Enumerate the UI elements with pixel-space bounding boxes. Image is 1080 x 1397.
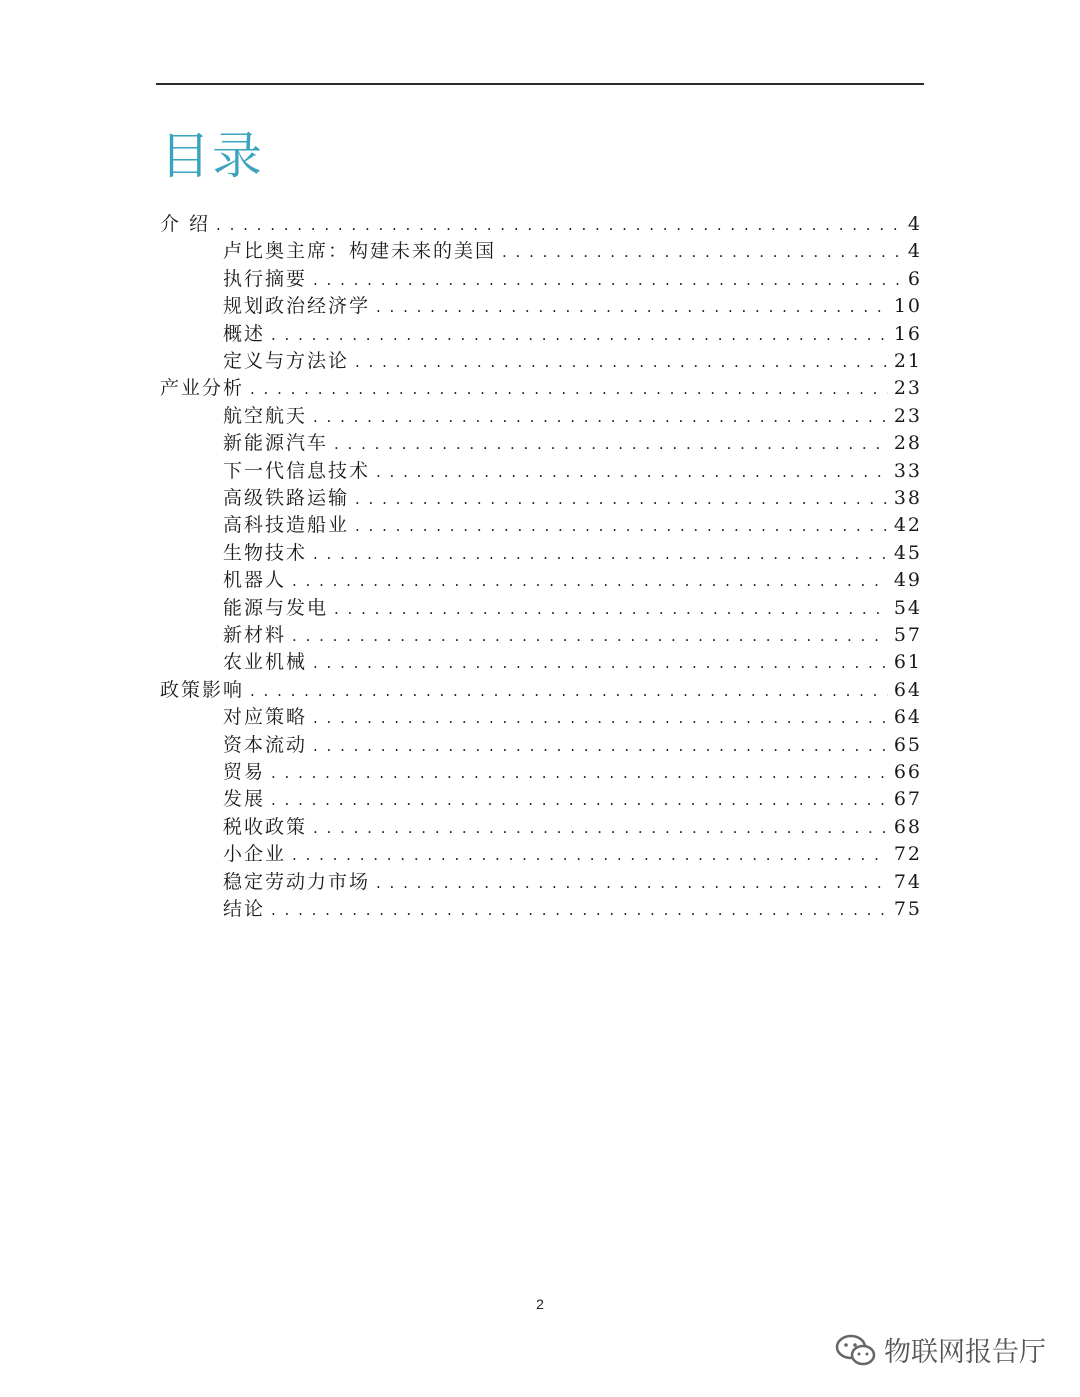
- toc-dot-leader: [313, 733, 888, 759]
- toc-dot-leader: [313, 705, 888, 731]
- toc-entry-label: 航空航天: [223, 403, 313, 430]
- toc-entry-page: 28: [888, 430, 922, 457]
- toc-entry[interactable]: [223, 595, 922, 622]
- toc-entry-label: 税收政策: [223, 814, 313, 841]
- toc-dot-leader: [313, 650, 888, 676]
- toc-entry-page: 4: [902, 238, 922, 265]
- toc-entry-label: 对应策略: [223, 704, 313, 731]
- toc-entry-label: 小企业: [223, 841, 292, 868]
- toc-dot-leader: [313, 267, 902, 293]
- toc-dot-leader: [271, 760, 888, 786]
- toc-entry-page: 65: [888, 732, 922, 759]
- toc-entry-page: 64: [888, 677, 922, 704]
- toc-entry[interactable]: [223, 403, 922, 430]
- toc-entry-page: 23: [888, 403, 922, 430]
- toc-entry-label: 定义与方法论: [223, 348, 355, 375]
- toc-entry[interactable]: [160, 375, 922, 402]
- toc-dot-leader: [376, 459, 888, 485]
- page-title: 目录: [160, 127, 264, 185]
- toc-dot-leader: [334, 596, 888, 622]
- toc-entry-page: 4: [902, 211, 922, 238]
- toc-entry[interactable]: [223, 567, 922, 594]
- toc-entry[interactable]: [223, 759, 922, 786]
- toc-entry-label: 概述: [223, 321, 271, 348]
- toc-entry-label: 结论: [223, 896, 271, 923]
- toc-entry-page: 38: [888, 485, 922, 512]
- toc-entry-page: 6: [902, 266, 922, 293]
- toc-dot-leader: [355, 486, 888, 512]
- toc-entry-label: 高科技造船业: [223, 512, 355, 539]
- toc-dot-leader: [313, 815, 888, 841]
- toc-entry-page: 75: [888, 896, 922, 923]
- toc-entry[interactable]: [223, 430, 922, 457]
- toc-entry[interactable]: [223, 512, 922, 539]
- toc-entry[interactable]: [223, 485, 922, 512]
- toc-dot-leader: [313, 404, 888, 430]
- toc-dot-leader: [292, 623, 888, 649]
- toc-dot-leader: [250, 376, 888, 402]
- toc-entry[interactable]: [223, 786, 922, 813]
- toc-entry[interactable]: [223, 704, 922, 731]
- toc-entry-page: 68: [888, 814, 922, 841]
- toc-dot-leader: [313, 541, 888, 567]
- toc-entry-page: 67: [888, 786, 922, 813]
- toc-entry[interactable]: [223, 293, 922, 320]
- toc-dot-leader: [250, 678, 888, 704]
- toc-entry-label: 卢比奥主席：构建未来的美国: [223, 238, 502, 265]
- toc-entry-label: 政策影响: [160, 677, 250, 704]
- toc-entry[interactable]: [223, 869, 922, 896]
- toc-dot-leader: [376, 294, 888, 320]
- toc-entry[interactable]: [223, 622, 922, 649]
- toc-dot-leader: [271, 787, 888, 813]
- toc-entry-page: 49: [888, 567, 922, 594]
- toc-entry-label: 资本流动: [223, 732, 313, 759]
- toc-dot-leader: [376, 870, 888, 896]
- toc-entry[interactable]: [223, 348, 922, 375]
- toc-entry-page: 72: [888, 841, 922, 868]
- toc-entry[interactable]: [223, 896, 922, 923]
- toc-dot-leader: [292, 568, 888, 594]
- toc-dot-leader: [334, 431, 888, 457]
- toc-entry-label: 稳定劳动力市场: [223, 869, 376, 896]
- toc-entry[interactable]: [223, 732, 922, 759]
- toc-entry-page: 61: [888, 649, 922, 676]
- toc-entry-page: 21: [888, 348, 922, 375]
- toc-entry-page: 64: [888, 704, 922, 731]
- toc-dot-leader: [216, 212, 902, 238]
- toc-entry[interactable]: [223, 841, 922, 868]
- toc-entry-label: 执行摘要: [223, 266, 313, 293]
- toc-entry-label: 贸易: [223, 759, 271, 786]
- toc-entry[interactable]: [223, 540, 922, 567]
- toc-entry-page: 10: [888, 293, 922, 320]
- toc-dot-leader: [271, 897, 888, 923]
- toc-entry[interactable]: [223, 238, 922, 265]
- toc-dot-leader: [292, 842, 888, 868]
- toc-entry-page: 16: [888, 321, 922, 348]
- toc-entry-page: 45: [888, 540, 922, 567]
- toc-entry-label: 新能源汽车: [223, 430, 334, 457]
- toc-entry[interactable]: [160, 677, 922, 704]
- toc-entry-page: 54: [888, 595, 922, 622]
- toc-entry-label: 农业机械: [223, 649, 313, 676]
- toc-dot-leader: [502, 239, 902, 265]
- toc-entry[interactable]: [223, 458, 922, 485]
- toc-entry[interactable]: [223, 266, 922, 293]
- toc-entry-page: 74: [888, 869, 922, 896]
- toc-entry[interactable]: [223, 814, 922, 841]
- wechat-icon: [834, 1332, 878, 1368]
- page-number: 2: [536, 1296, 544, 1312]
- toc-entry-label: 规划政治经济学: [223, 293, 376, 320]
- toc-dot-leader: [355, 513, 888, 539]
- header-rule: [156, 83, 924, 85]
- toc-entry-label: 高级铁路运输: [223, 485, 355, 512]
- toc-entry[interactable]: [223, 321, 922, 348]
- toc-entry-page: 66: [888, 759, 922, 786]
- toc-entry-label: 介 绍: [160, 211, 216, 238]
- toc-dot-leader: [355, 349, 888, 375]
- toc-entry-page: 23: [888, 375, 922, 402]
- watermark: [834, 1330, 1046, 1369]
- toc-entry-label: 机器人: [223, 567, 292, 594]
- watermark-text: 物联网报告厅: [884, 1337, 1046, 1368]
- toc-dot-leader: [271, 322, 888, 348]
- toc-entry-label: 下一代信息技术: [223, 458, 376, 485]
- toc-entry-page: 57: [888, 622, 922, 649]
- toc-entry-label: 生物技术: [223, 540, 313, 567]
- toc-entry-page: 33: [888, 458, 922, 485]
- toc-entry-label: 新材料: [223, 622, 292, 649]
- toc-entry[interactable]: [223, 649, 922, 676]
- toc-entry-page: 42: [888, 512, 922, 539]
- toc-entry-label: 能源与发电: [223, 595, 334, 622]
- toc-entry[interactable]: [160, 211, 922, 238]
- toc-entry-label: 发展: [223, 786, 271, 813]
- toc-entry-label: 产业分析: [160, 375, 250, 402]
